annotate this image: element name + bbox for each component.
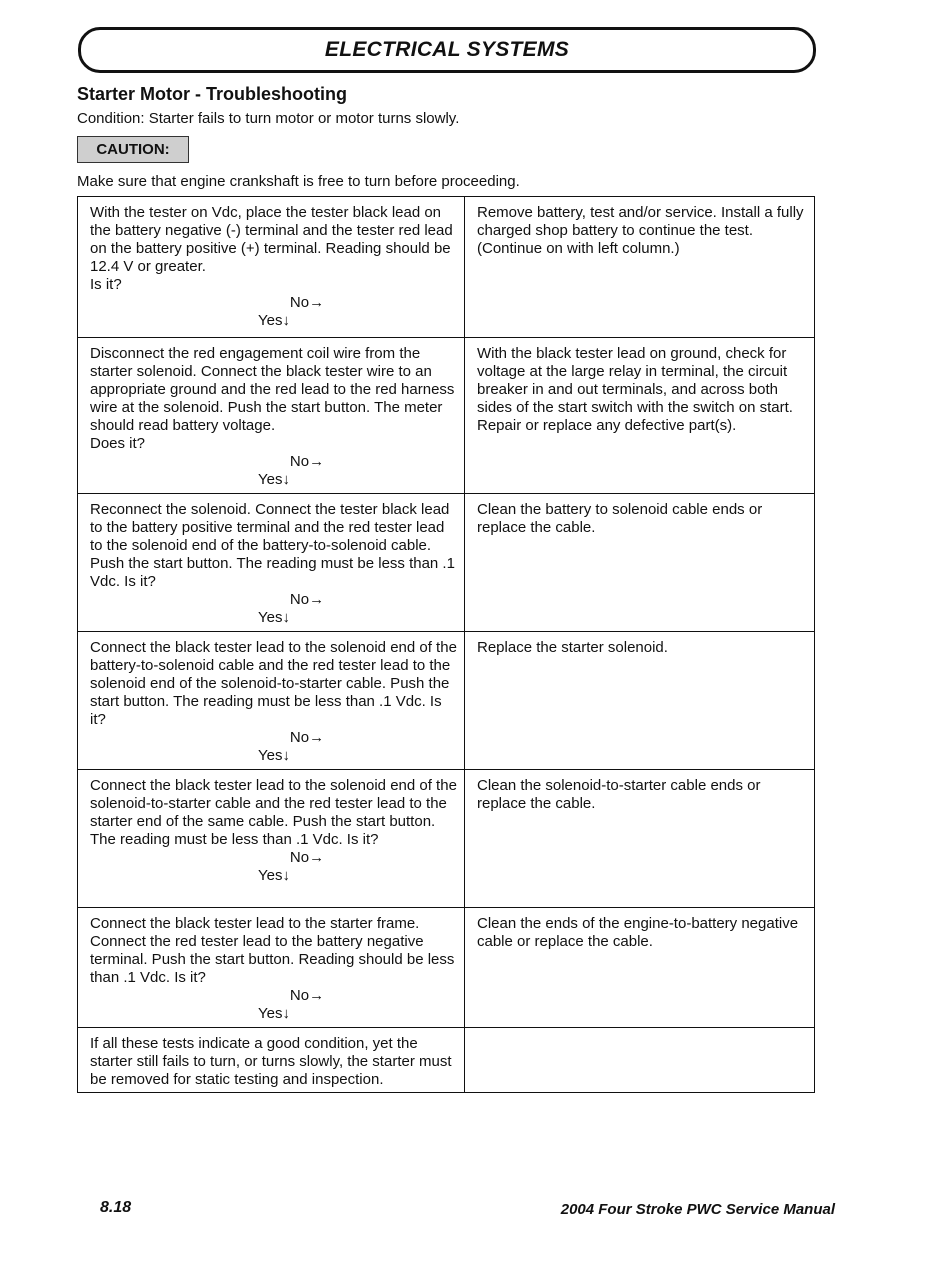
remedy-text: Replace the starter solenoid. bbox=[477, 639, 668, 656]
remedy-cell bbox=[465, 632, 815, 770]
table-row bbox=[78, 908, 815, 1028]
step-cell bbox=[78, 197, 465, 338]
remedy-text: Clean the solenoid-to-starter cable ends or replace the cable. bbox=[477, 777, 761, 812]
remedy-cell bbox=[465, 338, 815, 494]
remedy-cell bbox=[465, 908, 815, 1028]
remedy-cell bbox=[465, 197, 815, 338]
no-arrow-label: No→ bbox=[289, 729, 325, 746]
caution-label: CAUTION: bbox=[77, 136, 189, 163]
table-row bbox=[78, 632, 815, 770]
chapter-title: ELECTRICAL SYSTEMS bbox=[324, 38, 570, 61]
yes-arrow-label: Yes↓ bbox=[258, 1005, 290, 1022]
table-row bbox=[78, 770, 815, 908]
yes-arrow-label: Yes↓ bbox=[258, 609, 290, 626]
step-text: Connect the black tester lead to the solenoid end of the solenoid-to-starter cable and the red tester lead to the starter end of the same cable. Push the start button. The reading must be less than .1 Vdc. Is it? bbox=[90, 777, 457, 848]
step-cell bbox=[78, 632, 465, 770]
yes-arrow-label: Yes↓ bbox=[258, 747, 290, 764]
table-row bbox=[78, 494, 815, 632]
troubleshooting-table bbox=[77, 196, 815, 1093]
table-row bbox=[78, 197, 815, 338]
step-text: With the tester on Vdc, place the tester black lead on the battery negative (-) terminal and the tester red lead on the battery positive (+) terminal. Reading should be 12.4 V or greater. bbox=[90, 204, 453, 275]
step-navigation bbox=[90, 987, 458, 1023]
step-navigation bbox=[90, 591, 458, 627]
step-navigation bbox=[90, 729, 458, 765]
step-cell bbox=[78, 494, 465, 632]
step-cell bbox=[78, 770, 465, 908]
step-text: Connect the black tester lead to the starter frame. Connect the red tester lead to the battery negative terminal. Push the start button. Reading should be less than .1 Vdc. Is it? bbox=[90, 915, 455, 986]
step-text: Disconnect the red engagement coil wire from the starter solenoid. Connect the black tester wire to an appropriate ground and the red lead to the red harness wire at the solenoid. Push the start button. The meter should read battery voltage. bbox=[90, 345, 455, 434]
no-arrow-label: No→ bbox=[289, 987, 325, 1004]
manual-title: 2004 Four Stroke PWC Service Manual bbox=[560, 1201, 835, 1218]
remedy-cell bbox=[465, 1028, 815, 1093]
page-number: 8.18 bbox=[100, 1199, 132, 1216]
remedy-text: Clean the battery to solenoid cable ends or replace the cable. bbox=[477, 501, 763, 536]
remedy-text: With the black tester lead on ground, check for voltage at the large relay in terminal, the circuit breaker in and out terminals, and across both sides of the start switch with the switch on start. Repair or replace any defective part(s). bbox=[477, 345, 793, 434]
step-text: If all these tests indicate a good condition, yet the starter still fails to turn, or turns slowly, the starter must be removed for static testing and inspection. bbox=[90, 1035, 452, 1088]
yes-arrow-label: Yes↓ bbox=[258, 867, 290, 884]
step-navigation bbox=[90, 453, 458, 489]
chapter-header bbox=[78, 27, 816, 73]
step-cell bbox=[78, 908, 465, 1028]
section-title: Starter Motor - Troubleshooting bbox=[77, 84, 347, 104]
caution-text: Make sure that engine crankshaft is free to turn before proceeding. bbox=[77, 173, 520, 190]
condition-text: Condition: Starter fails to turn motor or motor turns slowly. bbox=[77, 110, 460, 127]
step-question: Does it? bbox=[90, 435, 146, 452]
step-navigation bbox=[90, 849, 458, 885]
remedy-cell bbox=[465, 770, 815, 908]
remedy-cell bbox=[465, 494, 815, 632]
no-arrow-label: No→ bbox=[289, 294, 325, 311]
step-text: Reconnect the solenoid. Connect the tester black lead to the battery positive terminal and the red tester lead to the solenoid end of the battery-to-solenoid cable. Push the start button. The reading must be less than .1 Vdc. Is it? bbox=[90, 501, 455, 590]
step-cell bbox=[78, 338, 465, 494]
no-arrow-label: No→ bbox=[289, 453, 325, 470]
step-text: Connect the black tester lead to the solenoid end of the battery-to-solenoid cable and the red tester lead to the solenoid end of the solenoid-to-starter cable. Push the start button. The reading must be less than .1 Vdc. Is it? bbox=[90, 639, 457, 728]
table-row bbox=[78, 1028, 815, 1093]
step-question: Is it? bbox=[90, 276, 122, 293]
remedy-text: Clean the ends of the engine-to-battery negative cable or replace the cable. bbox=[477, 915, 799, 950]
step-cell bbox=[78, 1028, 465, 1093]
no-arrow-label: No→ bbox=[289, 591, 325, 608]
no-arrow-label: No→ bbox=[289, 849, 325, 866]
remedy-text: Remove battery, test and/or service. Install a fully charged shop battery to continue the test. (Continue on with left column.) bbox=[477, 204, 804, 257]
step-navigation bbox=[90, 294, 458, 330]
yes-arrow-label: Yes↓ bbox=[258, 312, 290, 329]
table-row bbox=[78, 338, 815, 494]
yes-arrow-label: Yes↓ bbox=[258, 471, 290, 488]
